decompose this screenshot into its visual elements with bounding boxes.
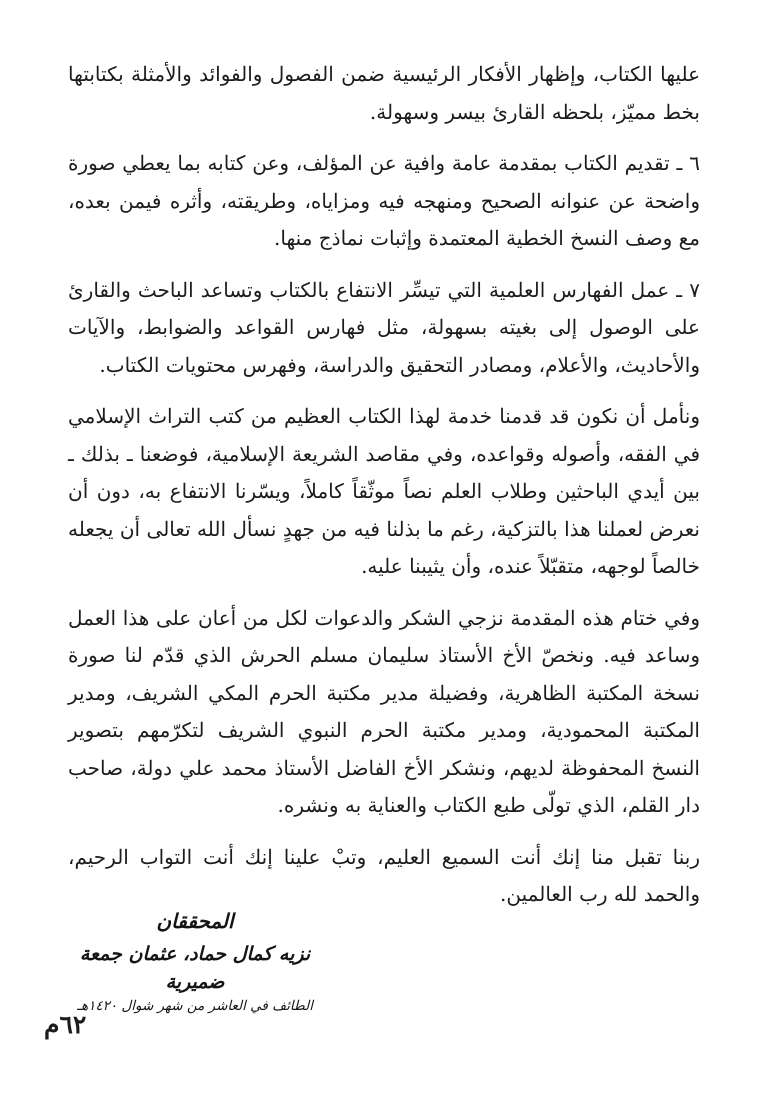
page-number: ٦٢م <box>44 1010 87 1039</box>
signature-title: المحققان <box>156 909 234 933</box>
signature-place-date: الطائف في العاشر من شهر شوال ١٤٢٠هـ <box>77 998 313 1014</box>
handwritten-signature <box>70 908 320 1014</box>
body-text <box>68 56 700 928</box>
paragraph-thanks: وفي ختام هذه المقدمة نزجي الشكر والدعوات لكل من أعان على هذا العمل وساعد فيه. ونخصّ الأخ الأستاذ سليمان مسلم الحرش الذي قدّم لنا صورة نسخة المكتبة الظاهرية، وفضيلة مدير مكتبة الحرم المكي الشريف، ومدير المكتبة المحمودية، ومدير مكتبة الحرم النبوي الشريف لتكرّمهم بتصوير النسخ المحفوظة لديهم، ونشكر الأخ الفاضل الأستاذ محمد علي دولة، صاحب دار القلم، الذي تولّى طبع الكتاب والعناية به ونشره. <box>68 605 700 817</box>
paragraph-prayer: ربنا تقبل منا إنك أنت السميع العليم، وتبْ علينا إنك أنت التواب الرحيم، والحمد لله رب العالمين. <box>68 844 700 906</box>
paragraph-item-6: ٦ ـ تقديم الكتاب بمقدمة عامة وافية عن المؤلف، وعن كتابه بما يعطي صورة واضحة عن عنوانه الصحيح ومنهجه فيه ومزاياه، وطريقته، وأثره فيمن بعده، مع وصف النسخ الخطية المعتمدة وإثبات نماذج منها. <box>68 151 700 250</box>
paragraph-continuation: عليها الكتاب، وإظهار الأفكار الرئيسية ضمن الفصول والفوائد والأمثلة بكتابتها بخط مميّز، بلحظه القارئ بيسر وسهولة. <box>68 62 700 124</box>
paragraph-item-7: ٧ ـ عمل الفهارس العلمية التي تيسِّر الانتفاع بالكتاب وتساعد الباحث والقارئ على الوصول إلى بغيته بسهولة، مثل فهارس القواعد والضوابط، والآيات والأحاديث، والأعلام، ومصادر التحقيق والدراسة، وفهرس محتويات الكتاب. <box>68 277 700 377</box>
paragraph-hope: ونأمل أن نكون قد قدمنا خدمة لهذا الكتاب العظيم من كتب التراث الإسلامي في الفقه، وأصوله وقواعده، وفي مقاصد الشريعة الإسلامية، فوضعنا ـ بذلك ـ بين أيدي الباحثين وطلاب العلم نصاً موثّقاً كاملاً، ويسّرنا الانتفاع به، دون أن نعرض لعملنا هذا بالتزكية، رغم ما بذلنا فيه من جهدٍ نسأل الله تعالى أن يجعله خالصاً لوجهه، متقبّلاً عنده، وأن يثيبنا عليه. <box>68 404 700 578</box>
signature-names: نزيه كمال حماد، عثمان جمعة ضميرية <box>79 943 311 993</box>
